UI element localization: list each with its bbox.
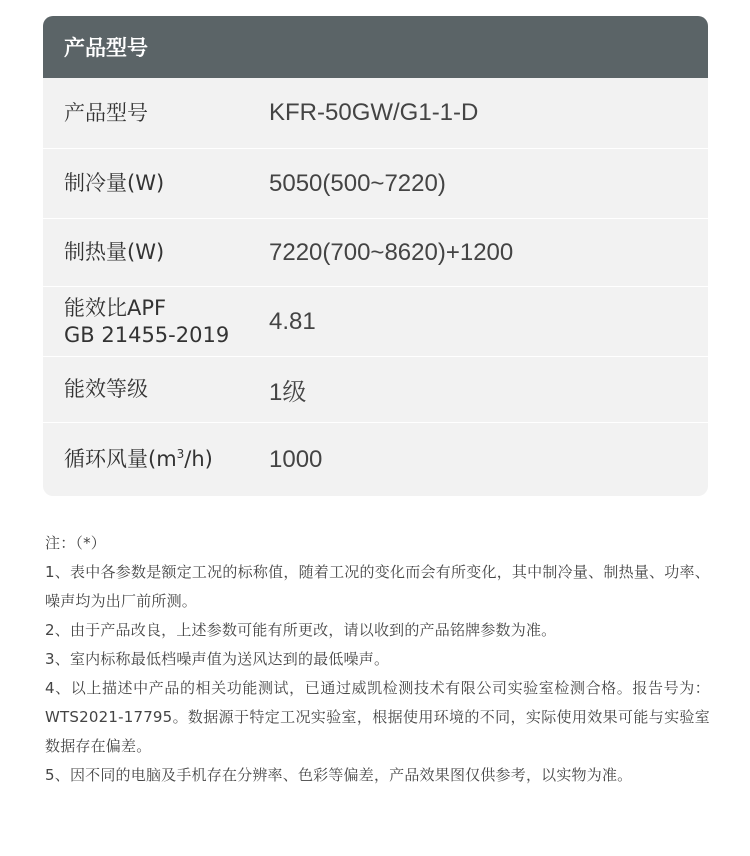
row-label-prefix: 循环风量(m [64, 447, 177, 471]
row-label [43, 295, 269, 349]
table-row-apf [43, 287, 708, 357]
row-value: 5050(500~7220) [269, 169, 446, 197]
row-label-suffix: /h) [184, 447, 213, 471]
row-label-superscript: 3 [176, 447, 185, 461]
note-item: 2、由于产品改良，上述参数可能有所更改，请以收到的产品铭牌参数为准。 [45, 621, 557, 639]
row-value: 7220(700~8620)+1200 [269, 238, 514, 266]
note-item: 4、以上描述中产品的相关功能测试，已通过威凯检测技术有限公司实验室检测合格。报告号为：WTS2021-17795。数据源于特定工况实验室，根据使用环境的不同，实际使用效果可能与实验室数据存在偏差。 [45, 679, 710, 755]
table-row-airflow [43, 423, 708, 496]
note-item: 3、室内标称最低档噪声值为送风达到的最低噪声。 [45, 650, 390, 668]
row-label: 制热量(W) [64, 240, 165, 264]
row-label: 制冷量(W) [64, 171, 165, 195]
row-label: 产品型号 [64, 100, 148, 125]
row-value: 1级 [269, 379, 307, 406]
table-row-heating [43, 219, 708, 287]
note-item: 5、因不同的电脑及手机存在分辨率、色彩等偏差，产品效果图仅供参考，以实物为准。 [45, 766, 633, 784]
row-label-line1: 能效比APF [64, 295, 167, 320]
row-label-line2: GB 21455-2019 [64, 322, 230, 347]
row-value: 4.81 [269, 307, 316, 335]
notes-title: 注：（*） [45, 534, 107, 552]
table-header: 产品型号 [43, 16, 708, 78]
row-label [43, 446, 269, 473]
row-value: 1000 [269, 445, 323, 473]
table-row-model [43, 78, 708, 149]
row-value: KFR-50GW/G1-1-D [269, 99, 479, 126]
table-row-cooling [43, 149, 708, 219]
notes-section [45, 529, 710, 790]
spec-table [43, 16, 708, 496]
row-label: 能效等级 [64, 377, 148, 401]
note-item: 1、表中各参数是额定工况的标称值，随着工况的变化而会有所变化，其中制冷量、制热量、功率、噪声均为出厂前所测。 [45, 563, 710, 610]
table-row-energy-grade [43, 357, 708, 423]
